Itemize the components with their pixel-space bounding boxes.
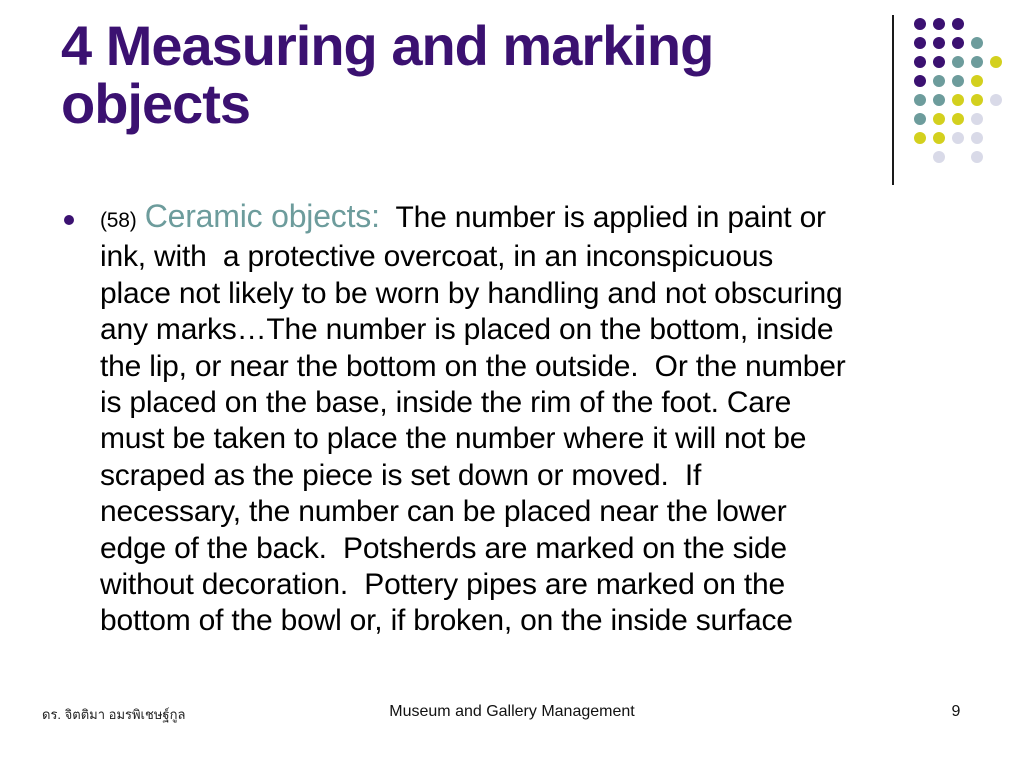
body-line: necessary, the number can be placed near the lower xyxy=(100,495,787,529)
dot-icon xyxy=(952,113,964,125)
dot-icon xyxy=(990,94,1002,106)
body-line: bottom of the bowl or, if broken, on the inside surface xyxy=(100,604,793,638)
dot-icon xyxy=(952,56,964,68)
footer-course-title: Museum and Gallery Management xyxy=(389,703,635,720)
body-line: the lip, or near the bottom on the outside. Or the number xyxy=(100,349,846,383)
spacer xyxy=(137,201,145,234)
dot-icon xyxy=(914,18,926,30)
dot-icon xyxy=(914,56,926,68)
body-line-rest: The number is applied in paint or xyxy=(379,201,826,234)
dot-icon xyxy=(971,151,983,163)
dot-icon xyxy=(971,132,983,144)
body-line: ink, with a protective overcoat, in an inconspicuous xyxy=(100,240,774,274)
dot-icon xyxy=(971,94,983,106)
dot-icon xyxy=(952,18,964,30)
dot-icon xyxy=(933,94,945,106)
decorative-dots-pattern xyxy=(910,14,1005,166)
body-line: is placed on the base, inside the rim of the foot. Care xyxy=(100,386,792,420)
body-line: scraped as the piece is set down or moved. If xyxy=(100,458,702,492)
body-line: place not likely to be worn by handling and not obscuring xyxy=(100,276,843,310)
dot-icon xyxy=(933,151,945,163)
bullet-text-block xyxy=(100,198,992,640)
dot-icon xyxy=(933,75,945,87)
bullet-dot-icon xyxy=(64,215,74,225)
dot-icon xyxy=(914,37,926,49)
dot-icon xyxy=(971,37,983,49)
dot-icon xyxy=(933,113,945,125)
body-line: any marks…The number is placed on the bottom, inside xyxy=(100,313,834,347)
body-line: without decoration. Pottery pipes are marked on the xyxy=(100,568,785,602)
dot-icon xyxy=(990,56,1002,68)
dot-icon xyxy=(933,18,945,30)
dot-icon xyxy=(933,37,945,49)
term-ceramic-objects: Ceramic objects: xyxy=(144,198,380,234)
body-line xyxy=(100,198,992,239)
bullet-paragraph xyxy=(62,198,992,640)
dot-icon xyxy=(933,132,945,144)
dot-icon xyxy=(952,37,964,49)
dot-icon xyxy=(914,113,926,125)
dot-icon xyxy=(952,94,964,106)
footer-page-number: 9 xyxy=(951,703,961,720)
decorative-vertical-line xyxy=(892,15,894,185)
reference-number: (58) xyxy=(100,209,137,232)
body-line: edge of the back. Potsherds are marked on the side xyxy=(100,531,787,565)
footer-author-name: ดร. จิตติมา อมรพิเชษฐ์กูล xyxy=(42,707,186,722)
dot-icon xyxy=(971,113,983,125)
dot-icon xyxy=(933,56,945,68)
dot-icon xyxy=(914,94,926,106)
dot-icon xyxy=(914,132,926,144)
dot-icon xyxy=(971,56,983,68)
slide-title: 4 Measuring and marking objects xyxy=(61,14,714,135)
body-line: must be taken to place the number where it will not be xyxy=(100,422,807,456)
dot-icon xyxy=(914,75,926,87)
dot-icon xyxy=(952,132,964,144)
dot-icon xyxy=(952,75,964,87)
dot-icon xyxy=(971,75,983,87)
